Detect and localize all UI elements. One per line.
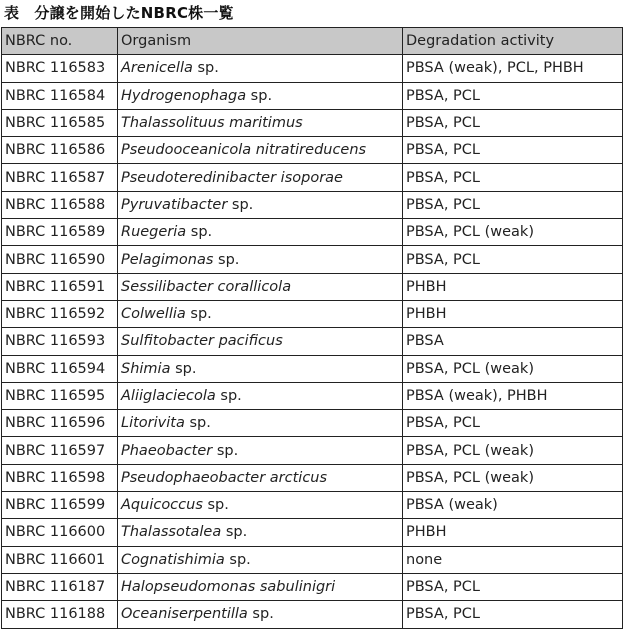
cell-nbrc-no: NBRC 116188 — [2, 601, 118, 628]
table-row — [2, 546, 623, 573]
table-row — [2, 519, 623, 546]
table-body — [2, 55, 623, 628]
organism-suffix: sp. — [224, 551, 251, 568]
table-header-row — [2, 28, 623, 55]
cell-nbrc-no: NBRC 116595 — [2, 382, 118, 409]
cell-organism — [118, 55, 403, 82]
cell-degradation-activity: PBSA, PCL — [403, 191, 623, 218]
cell-nbrc-no: NBRC 116585 — [2, 109, 118, 136]
cell-nbrc-no: NBRC 116600 — [2, 519, 118, 546]
cell-degradation-activity: none — [403, 546, 623, 573]
cell-organism — [118, 82, 403, 109]
table-row — [2, 328, 623, 355]
table-row — [2, 109, 623, 136]
organism-name-italic: Ruegeria — [121, 224, 187, 241]
cell-nbrc-no: NBRC 116597 — [2, 437, 118, 464]
organism-name-italic: Aquicoccus — [121, 497, 203, 514]
cell-organism — [118, 601, 403, 628]
cell-organism — [118, 410, 403, 437]
organism-name-italic: Thalassotalea — [121, 524, 222, 541]
table-row — [2, 82, 623, 109]
table-row — [2, 437, 623, 464]
organism-name-italic: Litorivita — [121, 415, 185, 432]
organism-name-italic: Phaeobacter — [121, 442, 213, 459]
cell-degradation-activity: PBSA (weak), PCL, PHBH — [403, 55, 623, 82]
cell-degradation-activity: PHBH — [403, 273, 623, 300]
organism-suffix: sp. — [227, 196, 254, 213]
organism-suffix: sp. — [185, 306, 212, 323]
cell-organism — [118, 464, 403, 491]
organism-name-italic: Sulfitobacter pacificus — [121, 333, 283, 350]
cell-nbrc-no: NBRC 116594 — [2, 355, 118, 382]
cell-organism — [118, 382, 403, 409]
cell-organism — [118, 437, 403, 464]
cell-nbrc-no: NBRC 116588 — [2, 191, 118, 218]
cell-organism — [118, 328, 403, 355]
cell-nbrc-no: NBRC 116601 — [2, 546, 118, 573]
cell-degradation-activity: PBSA, PCL — [403, 410, 623, 437]
table-row — [2, 191, 623, 218]
organism-name-italic: Aliiglaciecola — [121, 388, 216, 404]
cell-degradation-activity: PBSA, PCL — [403, 601, 623, 628]
organism-suffix: sp. — [212, 442, 239, 459]
table-row — [2, 55, 623, 82]
organism-name-italic: Pseudooceanicola nitratireducens — [121, 142, 367, 159]
table-row — [2, 492, 623, 519]
cell-nbrc-no: NBRC 116589 — [2, 219, 118, 246]
cell-nbrc-no: NBRC 116593 — [2, 328, 118, 355]
cell-organism — [118, 573, 403, 600]
organism-suffix: sp. — [221, 524, 248, 541]
organism-name-italic: Oceaniserpentilla — [121, 606, 248, 623]
cell-organism — [118, 164, 403, 191]
cell-nbrc-no: NBRC 116590 — [2, 246, 118, 273]
cell-nbrc-no: NBRC 116591 — [2, 273, 118, 300]
cell-nbrc-no: NBRC 116583 — [2, 55, 118, 82]
cell-degradation-activity: PBSA, PCL — [403, 164, 623, 191]
table-row — [2, 246, 623, 273]
table-row — [2, 573, 623, 600]
table-row — [2, 601, 623, 628]
cell-degradation-activity: PBSA, PCL — [403, 246, 623, 273]
table-row — [2, 273, 623, 300]
organism-suffix: sp. — [184, 415, 211, 432]
cell-degradation-activity: PBSA (weak) — [403, 492, 623, 519]
cell-degradation-activity: PBSA, PCL (weak) — [403, 219, 623, 246]
table-row — [2, 410, 623, 437]
organism-suffix: sp. — [170, 360, 197, 377]
table-row — [2, 219, 623, 246]
organism-name-italic: Pyruvatibacter — [121, 196, 228, 213]
table-row — [2, 464, 623, 491]
organism-name-italic: Pelagimonas — [121, 251, 214, 268]
organism-suffix: sp. — [192, 60, 219, 77]
table-row — [2, 382, 623, 409]
cell-degradation-activity: PHBH — [403, 519, 623, 546]
organism-suffix: sp. — [247, 606, 274, 623]
organism-suffix: sp. — [202, 497, 229, 514]
cell-nbrc-no: NBRC 116187 — [2, 573, 118, 600]
cell-degradation-activity: PBSA, PCL (weak) — [403, 437, 623, 464]
cell-degradation-activity: PBSA, PCL (weak) — [403, 464, 623, 491]
cell-organism — [118, 191, 403, 218]
organism-suffix: sp. — [215, 388, 242, 404]
table-row — [2, 137, 623, 164]
cell-organism — [118, 300, 403, 327]
table-title: 表 分譲を開始したNBRC株一覧 — [4, 4, 234, 22]
cell-nbrc-no: NBRC 116596 — [2, 410, 118, 437]
header-degradation-activity: Degradation activity — [403, 28, 623, 55]
organism-name-italic: Shimia — [121, 360, 171, 377]
organism-name-italic: Hydrogenophaga — [121, 87, 247, 104]
cell-nbrc-no: NBRC 116586 — [2, 137, 118, 164]
cell-organism — [118, 219, 403, 246]
cell-nbrc-no: NBRC 116584 — [2, 82, 118, 109]
cell-organism — [118, 492, 403, 519]
header-nbrc-no: NBRC no. — [2, 28, 118, 55]
cell-nbrc-no: NBRC 116599 — [2, 492, 118, 519]
organism-name-italic: Cognatishimia — [121, 551, 225, 568]
cell-nbrc-no: NBRC 116592 — [2, 300, 118, 327]
cell-degradation-activity: PBSA, PCL — [403, 82, 623, 109]
organism-name-italic: Arenicella — [121, 60, 193, 77]
cell-organism — [118, 109, 403, 136]
organism-suffix: sp. — [186, 224, 213, 241]
cell-organism — [118, 546, 403, 573]
organism-name-italic: Pseudoteredinibacter isoporae — [121, 169, 343, 186]
organism-name-italic: Sessilibacter corallicola — [121, 278, 292, 295]
table-row — [2, 164, 623, 191]
cell-degradation-activity: PBSA (weak), PHBH — [403, 382, 623, 409]
table-row — [2, 355, 623, 382]
cell-degradation-activity: PBSA, PCL — [403, 573, 623, 600]
table-row — [2, 300, 623, 327]
cell-organism — [118, 273, 403, 300]
cell-nbrc-no: NBRC 116587 — [2, 164, 118, 191]
organism-suffix: sp. — [213, 251, 240, 268]
cell-organism — [118, 519, 403, 546]
cell-degradation-activity: PBSA, PCL (weak) — [403, 355, 623, 382]
cell-degradation-activity: PBSA — [403, 328, 623, 355]
organism-name-italic: Colwellia — [121, 306, 186, 323]
header-organism: Organism — [118, 28, 403, 55]
organism-name-italic: Thalassolituus maritimus — [121, 115, 303, 132]
organism-suffix: sp. — [246, 87, 273, 104]
cell-organism — [118, 355, 403, 382]
cell-nbrc-no: NBRC 116598 — [2, 464, 118, 491]
cell-degradation-activity: PHBH — [403, 300, 623, 327]
organism-name-italic: Pseudophaeobacter arcticus — [121, 469, 328, 486]
nbrc-strain-table — [1, 27, 623, 629]
cell-degradation-activity: PBSA, PCL — [403, 137, 623, 164]
cell-organism — [118, 246, 403, 273]
organism-name-italic: Halopseudomonas sabulinigri — [121, 579, 336, 596]
cell-degradation-activity: PBSA, PCL — [403, 109, 623, 136]
cell-organism — [118, 137, 403, 164]
